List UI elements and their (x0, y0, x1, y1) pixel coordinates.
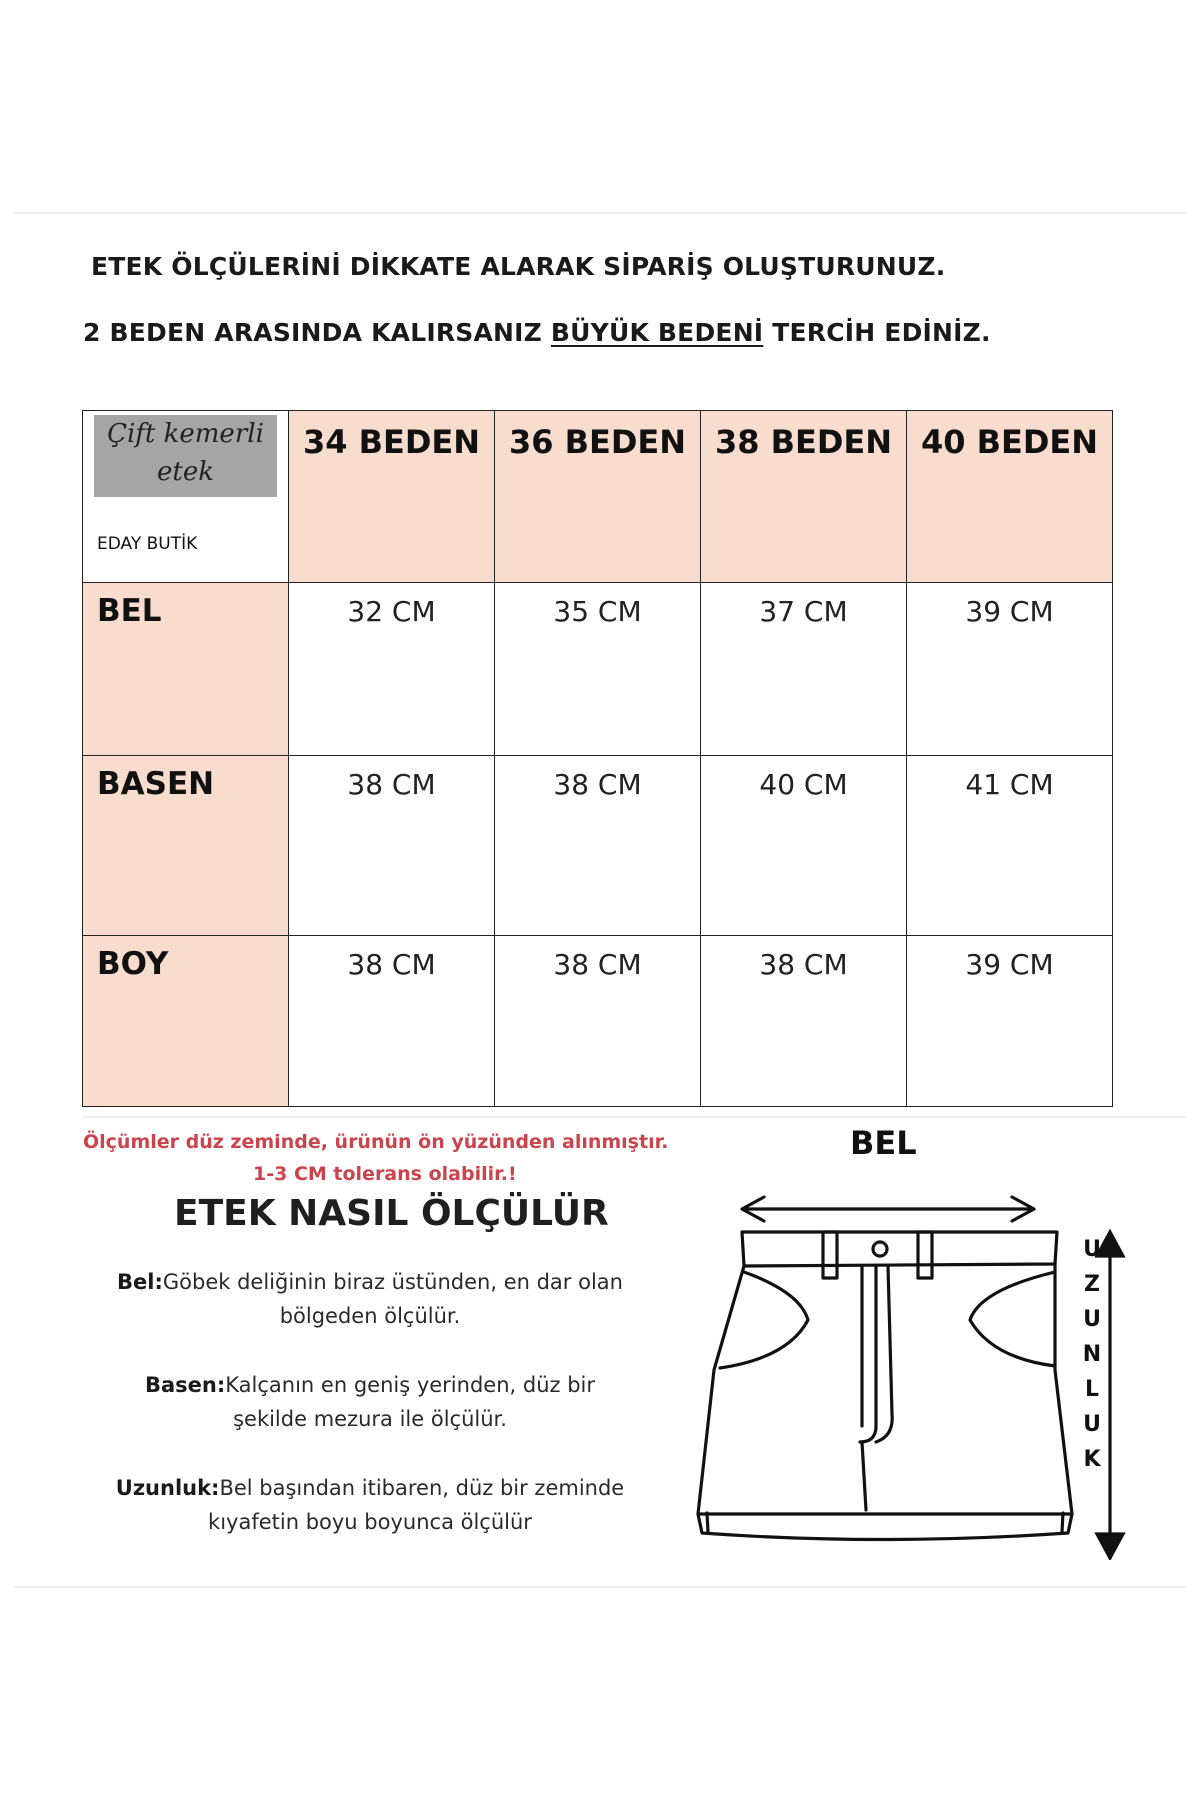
tolerance-note: 1-3 CM tolerans olabilir.! (253, 1163, 517, 1185)
instruction-emphasis: BÜYÜK BEDENİ (550, 318, 764, 347)
uzunluk-term: Uzunluk: (115, 1476, 220, 1500)
size-header-36: 36 BEDEN (495, 411, 701, 583)
table-row (83, 583, 1113, 756)
bel-diagram-label: BEL (850, 1124, 917, 1162)
instruction-text-2a: 2 BEDEN ARASINDA KALIRSANIZ (83, 318, 551, 347)
product-name-box (94, 415, 277, 497)
top-divider (14, 212, 1186, 214)
vertical-letter: U (1083, 1412, 1101, 1437)
bottom-divider (14, 1586, 1186, 1588)
table-row (83, 936, 1113, 1107)
table-cell: 38 CM (495, 936, 701, 1107)
middle-divider (82, 1116, 1186, 1118)
basen-text-1: Kalçanın en geniş yerinden, düz bir (225, 1373, 596, 1397)
size-header-34: 34 BEDEN (289, 411, 495, 583)
table-cell: 38 CM (289, 936, 495, 1107)
table-cell: 41 CM (907, 756, 1113, 936)
table-row (83, 756, 1113, 936)
basen-text-2: şekilde mezura ile ölçülür. (233, 1407, 507, 1431)
basen-term: Basen: (144, 1373, 226, 1397)
bel-term: Bel: (117, 1270, 163, 1294)
row-label-basen: BASEN (83, 756, 289, 936)
vertical-letter: K (1083, 1447, 1101, 1472)
vertical-letter: U (1083, 1307, 1101, 1332)
product-name-line-2: etek (157, 457, 214, 487)
bel-text-1: Göbek deliğinin biraz üstünden, en dar olan (162, 1270, 623, 1294)
table-cell: 40 CM (701, 756, 907, 936)
corner-cell (83, 411, 289, 583)
row-label-bel: BEL (83, 583, 289, 756)
vertical-letter: Z (1084, 1272, 1100, 1297)
bel-description (90, 1265, 650, 1333)
instruction-line-2 (83, 318, 991, 347)
table-cell: 39 CM (907, 936, 1113, 1107)
size-header-38: 38 BEDEN (701, 411, 907, 583)
product-name-line-1: Çift kemerli (107, 419, 264, 449)
table-cell: 38 CM (289, 756, 495, 936)
table-cell: 32 CM (289, 583, 495, 756)
skirt-outline-icon (680, 1180, 1140, 1560)
basen-description (90, 1368, 650, 1436)
vertical-letter: L (1084, 1377, 1100, 1402)
uzunluk-vertical-label (1079, 1232, 1105, 1477)
instruction-text-2b: TERCİH EDİNİZ. (763, 318, 991, 347)
bel-text-2: bölgeden ölçülür. (279, 1304, 461, 1328)
uzunluk-text-2: kıyafetin boyu boyunca ölçülür (208, 1510, 532, 1534)
uzunluk-description (90, 1471, 650, 1539)
instruction-line-1 (91, 252, 945, 281)
size-header-40: 40 BEDEN (907, 411, 1113, 583)
row-label-boy: BOY (83, 936, 289, 1107)
brand-label: EDAY BUTİK (97, 534, 198, 554)
size-header-row (83, 411, 1113, 583)
instruction-text-1: ETEK ÖLÇÜLERİNİ DİKKATE ALARAK SİPARİŞ OLUŞTURUNUZ. (91, 252, 946, 281)
table-cell: 38 CM (701, 936, 907, 1107)
table-cell: 39 CM (907, 583, 1113, 756)
how-to-measure-title: ETEK NASIL ÖLÇÜLÜR (174, 1193, 609, 1234)
measurement-note: Ölçümler düz zeminde, ürünün ön yüzünden alınmıştır. (83, 1131, 669, 1153)
vertical-letter: N (1082, 1342, 1102, 1367)
table-cell: 35 CM (495, 583, 701, 756)
uzunluk-text-1: Bel başından itibaren, düz bir zeminde (219, 1476, 625, 1500)
table-cell: 38 CM (495, 756, 701, 936)
table-cell: 37 CM (701, 583, 907, 756)
size-chart-table (82, 410, 1113, 1107)
vertical-letter: U (1083, 1237, 1101, 1262)
